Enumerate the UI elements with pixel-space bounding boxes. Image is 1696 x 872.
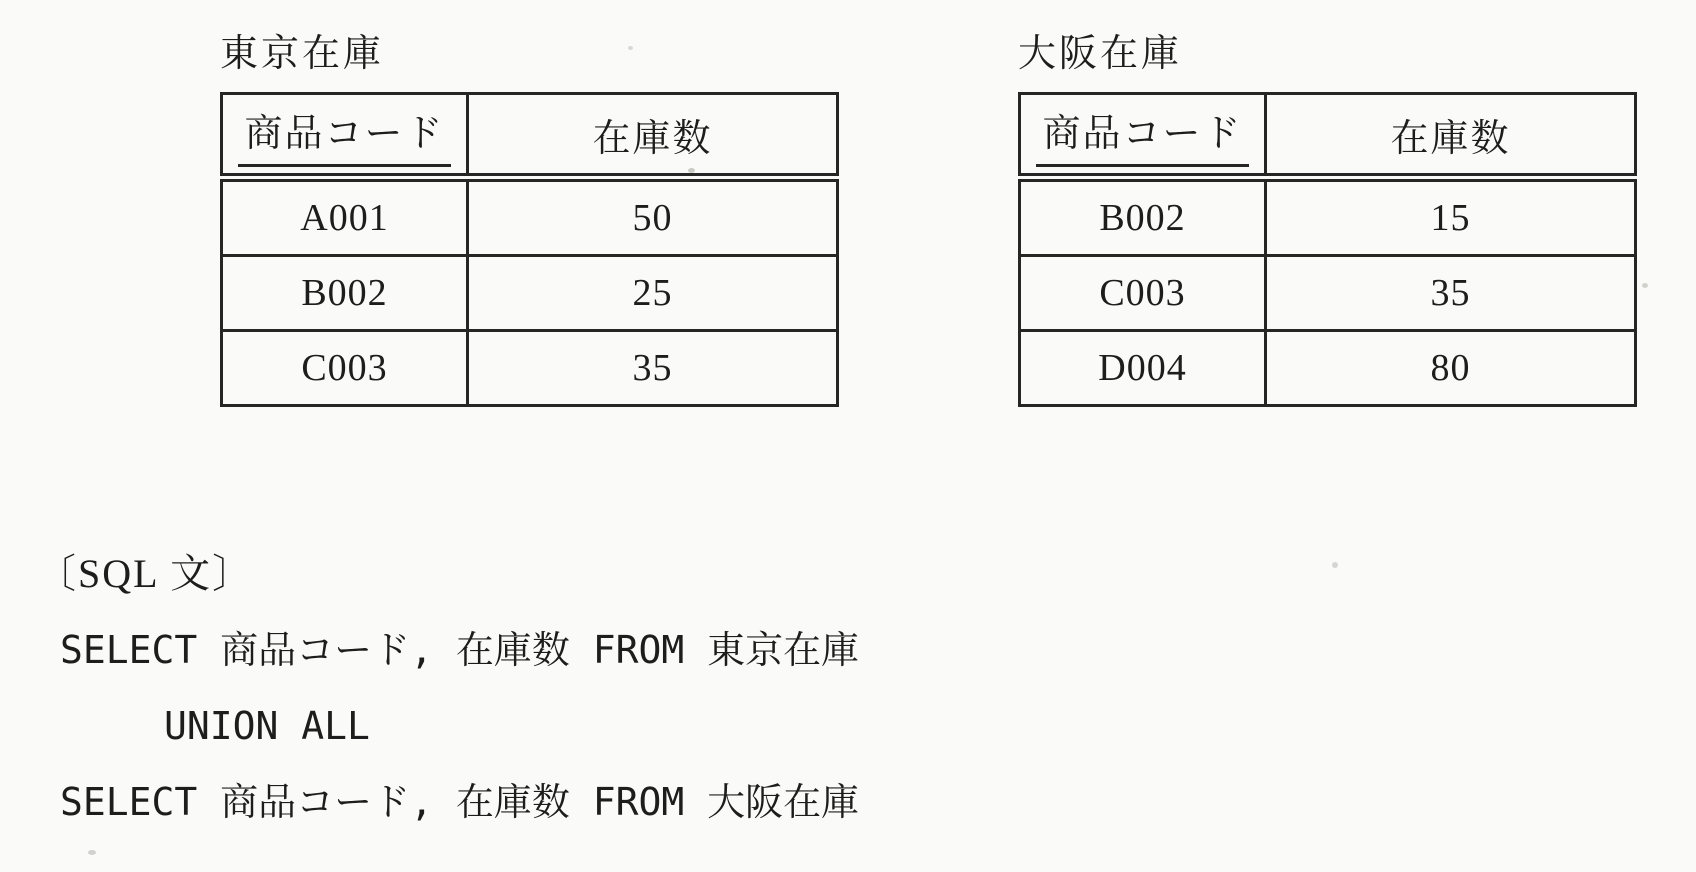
scan-speck	[1642, 283, 1648, 288]
sql-section-heading: 〔SQL 文〕	[36, 551, 255, 596]
tokyo-table-title: 東京在庫	[220, 33, 385, 75]
cell-stock-qty: 80	[1266, 331, 1636, 406]
cell-stock-qty: 50	[468, 178, 838, 256]
osaka-inventory-block	[1018, 28, 1637, 407]
table-row	[1020, 331, 1636, 406]
cell-stock-qty: 35	[1266, 256, 1636, 331]
table-row	[1020, 178, 1636, 256]
scan-speck	[628, 46, 633, 50]
tokyo-header-row	[222, 94, 838, 178]
cell-product-code: C003	[1020, 256, 1266, 331]
scan-speck	[88, 850, 96, 855]
tokyo-column-header-stock-qty: 在庫数	[468, 94, 838, 178]
cell-stock-qty: 15	[1266, 178, 1636, 256]
sql-statement	[60, 612, 859, 840]
sql-line-select-osaka: SELECT 商品コード, 在庫数 FROM 大阪在庫	[60, 780, 860, 824]
sql-line-select-tokyo: SELECT 商品コード, 在庫数 FROM 東京在庫	[60, 628, 860, 672]
osaka-table-title: 大阪在庫	[1018, 33, 1183, 75]
table-row	[222, 256, 838, 331]
tokyo-inventory-table	[220, 92, 839, 407]
cell-stock-qty: 35	[468, 331, 838, 406]
cell-product-code: A001	[222, 178, 468, 256]
scan-speck	[688, 168, 695, 173]
table-row	[1020, 256, 1636, 331]
osaka-column-header-stock-qty: 在庫数	[1266, 94, 1636, 178]
primary-key-underline: 商品コード	[1036, 102, 1248, 167]
cell-product-code: D004	[1020, 331, 1266, 406]
cell-stock-qty: 25	[468, 256, 838, 331]
osaka-column-header-product-code	[1020, 94, 1266, 178]
osaka-header-row	[1020, 94, 1636, 178]
tokyo-column-header-product-code	[222, 94, 468, 178]
cell-product-code: B002	[1020, 178, 1266, 256]
cell-product-code: C003	[222, 331, 468, 406]
scan-speck	[1332, 562, 1338, 568]
sql-line-union-all: UNION ALL	[164, 704, 370, 748]
table-row	[222, 331, 838, 406]
table-row	[222, 178, 838, 256]
primary-key-underline: 商品コード	[238, 102, 450, 167]
osaka-inventory-table	[1018, 92, 1637, 407]
cell-product-code: B002	[222, 256, 468, 331]
tokyo-inventory-block	[220, 28, 839, 407]
